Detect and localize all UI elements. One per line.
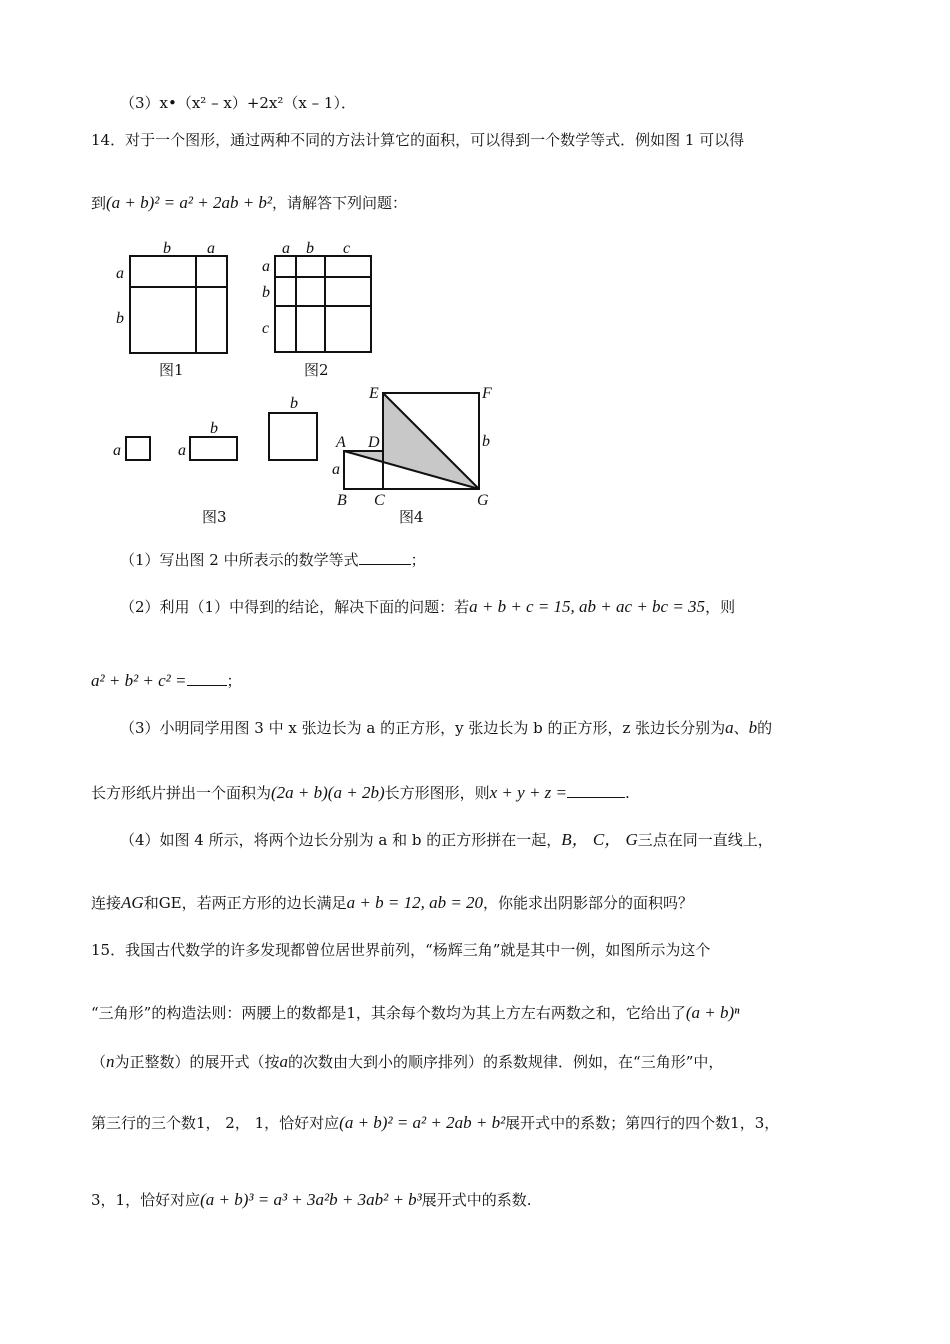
text: 长方形纸片拼出一个面积为 xyxy=(91,784,272,802)
fig3-caption: 图3 xyxy=(202,508,227,526)
text: 到 xyxy=(91,194,107,212)
fig4-point: G xyxy=(477,492,489,509)
answer-blank[interactable] xyxy=(187,671,227,686)
q15-line2 xyxy=(91,1003,740,1023)
q15-line3 xyxy=(91,1052,723,1072)
fig4-point: E xyxy=(369,385,379,402)
q14-part2-line2 xyxy=(91,671,242,691)
fig2-caption: 图2 xyxy=(304,361,329,379)
text: 第三行的三个数1， 2， 1，恰好对应 xyxy=(91,1114,340,1132)
fig1-label: a xyxy=(207,240,215,257)
q13-item3: （3）x•（x² – x）+2x²（x – 1）． xyxy=(120,94,356,112)
q14-part4 xyxy=(120,830,773,850)
formula: x + y + z = xyxy=(489,783,567,802)
fig4-label: b xyxy=(482,433,490,450)
q14-part2 xyxy=(120,597,735,617)
text: 连接 xyxy=(91,894,122,912)
q14-part4-line2 xyxy=(91,893,693,913)
text: 的次数由大到小的顺序排列）的系数规律．例如，在“三角形”中， xyxy=(288,1053,724,1071)
formula: a + b = 12, ab = 20 xyxy=(346,893,484,912)
fig4-caption: 图4 xyxy=(399,508,424,526)
fig4-point: F xyxy=(482,385,492,402)
text: ，请解答下列问题： xyxy=(272,194,408,212)
fig2-label: c xyxy=(262,320,270,337)
q15-line5 xyxy=(91,1190,532,1210)
formula: a xyxy=(725,718,734,737)
text: ； xyxy=(410,551,426,569)
text: 为正整数）的展开式（按 xyxy=(114,1053,280,1071)
fig1-label: b xyxy=(116,310,124,327)
answer-blank[interactable] xyxy=(567,783,625,798)
figure-4 xyxy=(344,393,479,489)
fig4-point: C xyxy=(374,492,385,509)
formula: (a + b)² = a² + 2ab + b² xyxy=(106,193,273,212)
formula: b xyxy=(748,718,758,737)
text: “三角形”的构造法则：两腰上的数都是1，其余每个数均为其上方左右两数之和，它给出了 xyxy=(91,1004,686,1022)
text: （3）小明同学用图 3 中 x 张边长为 a 的正方形，y 张边长为 b 的正方形，z 张边长分别为 xyxy=(120,719,726,737)
fig3-label: a xyxy=(113,442,121,459)
text: 展开式中的系数；第四行的四个数1，3， xyxy=(505,1114,780,1132)
text: （4）如图 4 所示，将两个边长分别为 a 和 b 的正方形拼在一起， xyxy=(120,831,562,849)
formula: a² + b² + c² = xyxy=(91,671,187,690)
text: （ xyxy=(91,1053,107,1071)
answer-blank[interactable] xyxy=(359,550,411,565)
fig3-label: a xyxy=(178,442,186,459)
text: （2）利用（1）中得到的结论，解决下面的问题：若 xyxy=(120,598,470,616)
q14-part3 xyxy=(120,718,772,738)
formula: n xyxy=(106,1052,115,1071)
text: ，则 xyxy=(705,598,736,616)
fig1-label: a xyxy=(116,265,124,282)
q15-line1: 15．我国古代数学的许多发现都曾位居世界前列，“杨辉三角”就是其中一例，如图所示为这个 xyxy=(91,941,711,959)
fig4-label: a xyxy=(332,461,340,478)
formula: AG xyxy=(121,893,144,912)
figure-2 xyxy=(275,256,371,352)
fig1-label: b xyxy=(163,240,171,257)
q14-part3-line2 xyxy=(91,783,630,803)
fig2-label: c xyxy=(343,240,351,257)
fig3-label: b xyxy=(290,395,298,412)
fig4-point: B xyxy=(337,492,347,509)
text: 三点在同一直线上， xyxy=(637,831,773,849)
fig2-label: b xyxy=(306,240,314,257)
q14-part1 xyxy=(120,550,426,570)
formula: (a + b)ⁿ xyxy=(685,1003,740,1022)
text: 长方形图形，则 xyxy=(384,784,490,802)
text: . xyxy=(625,784,630,802)
fig2-label: b xyxy=(262,284,270,301)
formula: (2a + b)(a + 2b) xyxy=(271,783,385,802)
formula: a xyxy=(279,1052,289,1071)
fig3-label: b xyxy=(210,420,218,437)
fig1-caption: 图1 xyxy=(159,361,184,379)
formula: B， C， G xyxy=(561,830,638,849)
fig2-label: a xyxy=(262,258,270,275)
text: ，你能求出阴影部分的面积吗？ xyxy=(483,894,694,912)
figure-1 xyxy=(130,256,227,353)
text: 和GE，若两正方形的边长满足 xyxy=(143,894,347,912)
q15-line4 xyxy=(91,1113,779,1133)
figure-3 xyxy=(126,413,317,460)
text: （1）写出图 2 中所表示的数学等式 xyxy=(120,551,359,569)
formula: (a + b)² = a² + 2ab + b² xyxy=(339,1113,506,1132)
text: 展开式中的系数. xyxy=(421,1191,532,1209)
fig4-point: A xyxy=(336,434,346,451)
formula: (a + b)³ = a³ + 3a²b + 3ab² + b³ xyxy=(200,1190,422,1209)
formula: a + b + c = 15, ab + ac + bc = 35 xyxy=(469,597,706,616)
fig4-point: D xyxy=(368,434,380,451)
text: 、 xyxy=(733,719,749,737)
text: ； xyxy=(226,672,242,690)
text: 3，1，恰好对应 xyxy=(91,1191,201,1209)
fig2-label: a xyxy=(282,240,290,257)
text: 的 xyxy=(757,719,773,737)
q14-stem-line1: 14．对于一个图形，通过两种不同的方法计算它的面积，可以得到一个数学等式．例如图 1 可以得 xyxy=(91,131,745,149)
